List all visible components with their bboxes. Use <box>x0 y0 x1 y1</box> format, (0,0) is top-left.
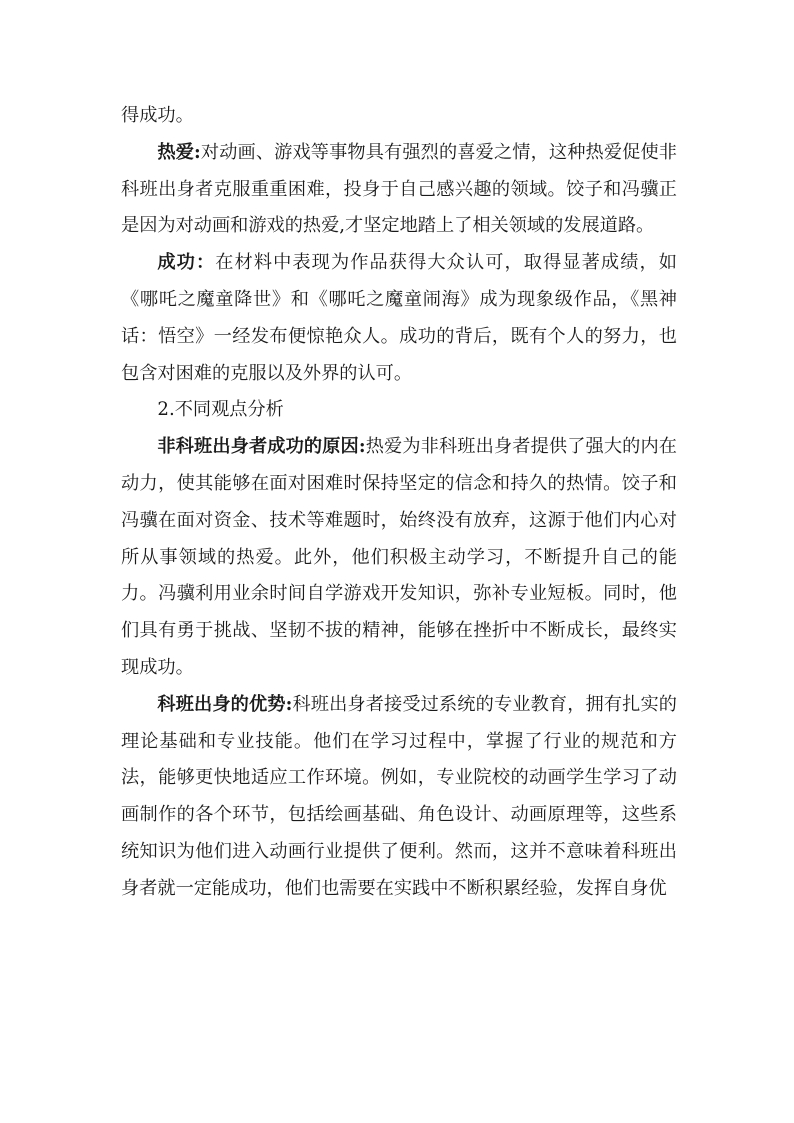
paragraph-non-major-reasons <box>121 429 677 687</box>
paragraph-text: 在材料中表现为作品获得大众认可，取得显著成绩，如《哪吒之魔童降世》和《哪吒之魔童闹海》成为现象级作品，《黑神话：悟空》一经发布便惊艳众人。成功的背后，既有个人的努力，也包含对困难的克服以及外界的认可。 <box>121 252 677 384</box>
section-heading <box>121 392 677 429</box>
paragraph-continuation <box>121 98 677 135</box>
paragraph-success <box>121 245 677 392</box>
paragraph-text: 得成功。 <box>121 105 194 126</box>
paragraph-passion <box>121 135 677 245</box>
paragraph-term: 热爱: <box>157 141 201 163</box>
paragraph-term: 非科班出身者成功的原因: <box>157 436 366 458</box>
paragraph-term: 科班出身的优势: <box>157 693 293 715</box>
paragraph-text: 科班出身者接受过系统的专业教育，拥有扎实的理论基础和专业技能。他们在学习过程中，掌握了行业的规范和方法，能够更快地适应工作环境。例如，专业院校的动画学生学习了动画制作的各个环节，包括绘画基础、角色设计、动画原理等，这些系统知识为他们进入动画行业提供了便利。然而，这并不意味着科班出身者就一定能成功，他们也需要在实践中不断积累经验，发挥自身优 <box>121 693 677 899</box>
paragraph-text: 对动画、游戏等事物具有强烈的喜爱之情，这种热爱促使非科班出身者克服重重困难，投身于自己感兴趣的领域。饺子和冯骥正是因为对动画和游戏的热爱,才坚定地踏上了相关领域的发展道路。 <box>121 141 677 237</box>
document-body <box>121 98 677 908</box>
paragraph-text: 热爱为非科班出身者提供了强大的内在动力，使其能够在面对困难时保持坚定的信念和持久的热情。饺子和冯骥在面对资金、技术等难题时，始终没有放弃，这源于他们内心对所从事领域的热爱。此外，他们积极主动学习，不断提升自己的能力。冯骥利用业余时间自学游戏开发知识，弥补专业短板。同时，他们具有勇于挑战、坚韧不拔的精神，能够在挫折中不断成长，最终实现成功。 <box>121 436 677 678</box>
paragraph-major-advantages <box>121 687 677 908</box>
paragraph-term: 成功： <box>157 252 216 274</box>
section-heading-text: 2.不同观点分析 <box>157 399 284 421</box>
